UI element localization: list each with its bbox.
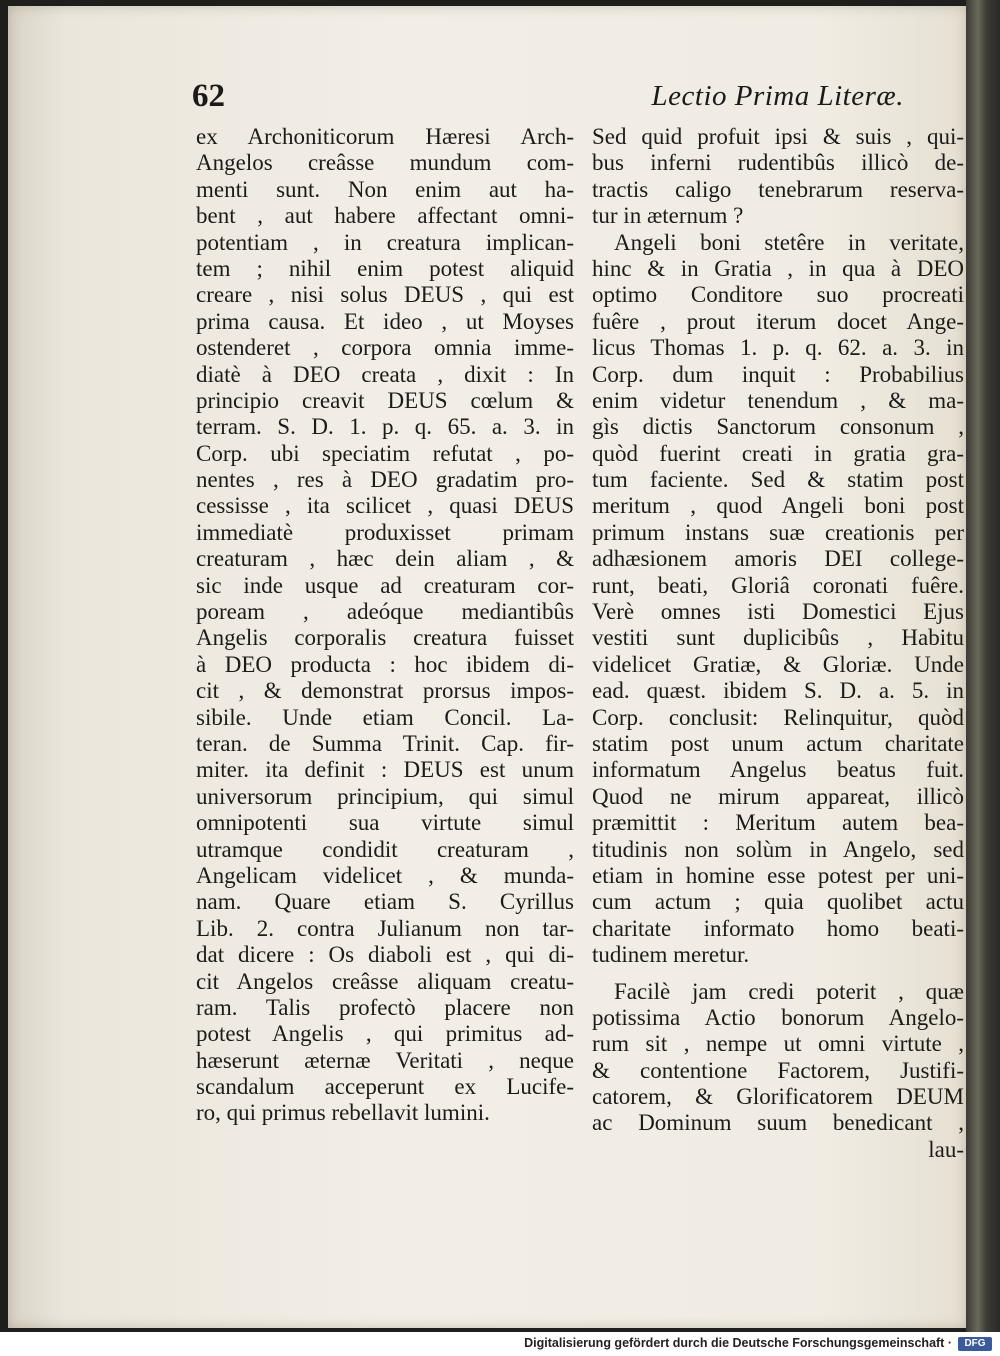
left-text-column [196,124,574,1127]
text-line: etiam in homine esse potest per uni- [592,862,964,888]
text-line: Angelicam videlicet , & munda- [196,862,574,888]
text-line: Lib. 2. contra Julianum non tar- [196,915,574,941]
text-line: potest Angelis , qui primitus ad- [196,1021,574,1047]
text-line: Angelis corporalis creatura fuisset [196,625,574,651]
text-line: Verè omnes isti Domestici Ejus [592,599,964,625]
text-line: tractis caligo tenebrarum reserva- [592,176,964,202]
right-text-column [592,124,964,1163]
text-line: universorum principium, qui simul [196,783,574,809]
text-line: tum faciente. Sed & statim post [592,467,964,493]
dfg-logo-icon: DFG [958,1337,992,1351]
text-line: dat dicere : Os diaboli est , qui di- [196,942,574,968]
text-line: Facilè jam credi poterit , quæ [614,978,964,1004]
text-line: sibile. Unde etiam Concil. La- [196,704,574,730]
text-line: cessisse , ita scilicet , quasi DEUS [196,493,574,519]
text-line: cum actum ; quia quolibet actu [592,889,964,915]
text-line: tem ; nihil enim potest aliquid [196,255,574,281]
text-line: Corp. conclusit: Relinquitur, quòd [592,704,964,730]
text-line: bus inferni rudentibûs illicò de- [592,150,964,176]
text-line: quòd fuerint creati in gratia gra- [592,440,964,466]
text-line: tudinem meretur. [592,942,750,968]
text-line: Sed quid profuit ipsi & suis , qui- [592,124,964,149]
text-line: hinc & in Gratia , in qua à DEO [592,255,964,281]
text-line: scandalum acceperunt ex Lucife- [196,1074,574,1100]
text-line: ac Dominum suum benedicant , [592,1110,964,1136]
text-line: Angelos creâsse mundum com- [196,150,574,176]
text-line: informatum Angelus beatus fuit. [592,757,964,783]
text-line: optimo Conditore suo procreati [592,282,964,308]
running-head: Lectio Prima Literæ. [651,80,904,112]
text-line: lau- [928,1136,964,1162]
text-line: primum instans suæ creationis per [592,519,964,545]
text-line: creaturam , hæc dein aliam , & [196,546,574,572]
text-line: nentes , res à DEO gradatim pro- [196,467,574,493]
text-line: meritum , quod Angeli boni post [592,493,964,519]
text-line: potentiam , in creatura implican- [196,229,574,255]
text-line: fuêre , prout iterum docet Ange- [592,308,964,334]
text-line: ex Archoniticorum Hæresi Arch- [196,124,574,149]
text-line: bent , aut habere affectant omni- [196,203,574,229]
text-line: runt, beati, Gloriâ coronati fuêre. [592,572,964,598]
text-line: licus Thomas 1. p. q. 62. a. 3. in [592,335,964,361]
text-line: videlicet Gratiæ, & Gloriæ. Unde [592,651,964,677]
text-line: immediatè produxisset primam [196,519,574,545]
text-line: statim post unum actum charitate [592,730,964,756]
paragraph-gap [592,969,964,979]
text-line: tur in æternum ? [592,203,744,229]
text-line: Angeli boni stetêre in veritate, [614,229,964,255]
text-line: omnipotenti sua virtute simul [196,810,574,836]
text-line: hæserunt æternæ Veritati , neque [196,1047,574,1073]
text-line: nam. Quare etiam S. Cyrillus [196,889,574,915]
text-line: charitate informato homo beati- [592,915,964,941]
footer-bar [0,1332,1000,1356]
text-line: rum sit , nempe ut omni virtute , [592,1031,964,1057]
text-line: cit Angelos creâsse aliquam creatu- [196,968,574,994]
text-line: Corp. ubi speciatim refutat , po- [196,440,574,466]
text-line: præmittit : Meritum autem bea- [592,810,964,836]
text-line: catorem, & Glorificatorem DEUM [592,1084,964,1110]
funding-credit: Digitalisierung gefördert durch die Deutsche Forschungsgemeinschaft · [524,1336,952,1350]
text-line: vestiti sunt duplicibûs , Habitu [592,625,964,651]
text-line: titudinis non solùm in Angelo, sed [592,836,964,862]
text-line: poream , adeóque mediantibûs [196,599,574,625]
text-line: ostenderet , corpora omnia imme- [196,335,574,361]
text-line: prima causa. Et ideo , ut Moyses [196,308,574,334]
text-line: menti sunt. Non enim aut ha- [196,176,574,202]
text-line: adhæsionem amoris DEI college- [592,546,964,572]
text-line: ro, qui primus rebellavit lumini. [196,1100,490,1126]
text-line: diatè à DEO creata , dixit : In [196,361,574,387]
text-line: principio creavit DEUS cœlum & [196,387,574,413]
text-line: miter. ita definit : DEUS est unum [196,757,574,783]
text-line: ram. Talis profectò placere non [196,994,574,1020]
text-line: Quod ne mirum appareat, illicò [592,783,964,809]
text-line: enim videtur tenendum , & ma- [592,387,964,413]
text-line: à DEO producta : hoc ibidem di- [196,651,574,677]
text-line: gìs dictis Sanctorum consonum , [592,414,964,440]
text-line: teran. de Summa Trinit. Cap. fir- [196,730,574,756]
text-line: ead. quæst. ibidem S. D. a. 5. in [592,678,964,704]
text-line: utramque condidit creaturam , [196,836,574,862]
text-line: & contentione Factorem, Justifi- [592,1057,964,1083]
text-line: sic inde usque ad creaturam cor- [196,572,574,598]
book-edge [966,0,1000,1332]
text-line: creare , nisi solus DEUS , qui est [196,282,574,308]
page-number: 62 [192,78,225,114]
text-line: potissima Actio bonorum Angelo- [592,1004,964,1030]
page-header [188,78,958,118]
text-line: terram. S. D. 1. p. q. 65. a. 3. in [196,414,574,440]
text-line: cit , & demonstrat prorsus impos- [196,678,574,704]
text-line: Corp. dum inquit : Probabilius [592,361,964,387]
